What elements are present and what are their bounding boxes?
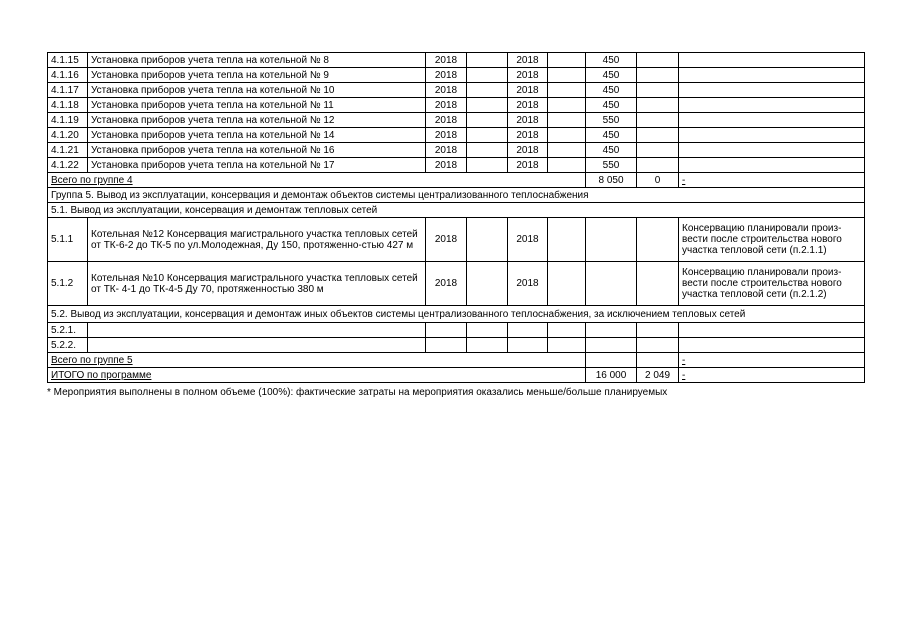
empty-cell <box>508 338 548 353</box>
row-number: 5.1.2 <box>48 262 88 306</box>
row-number: 5.1.1 <box>48 218 88 262</box>
row-year-end: 2018 <box>508 143 548 158</box>
row-note: Консервацию планировали произ-вести после строительства нового участка тепловой сети (п.2.1.2) <box>679 262 865 306</box>
empty-cell <box>467 218 508 262</box>
row-number: 4.1.18 <box>48 98 88 113</box>
table-row <box>48 128 865 143</box>
row-number: 4.1.16 <box>48 68 88 83</box>
empty-cell <box>508 323 548 338</box>
row-year-start: 2018 <box>426 113 467 128</box>
row-name: Установка приборов учета тепла на котельной № 8 <box>88 53 426 68</box>
program-total-planned: 16 000 <box>586 368 637 383</box>
row-year-start: 2018 <box>426 128 467 143</box>
row-name: Установка приборов учета тепла на котельной № 12 <box>88 113 426 128</box>
group5-total-mark: - <box>679 353 865 368</box>
program-table <box>47 52 865 383</box>
empty-cell <box>679 98 865 113</box>
row-cost: 550 <box>586 158 637 173</box>
empty-cell <box>548 338 586 353</box>
row-cost: 450 <box>586 83 637 98</box>
table-row <box>48 53 865 68</box>
row-year-start: 2018 <box>426 83 467 98</box>
table-row <box>48 98 865 113</box>
empty-cell <box>637 338 679 353</box>
empty-cell <box>426 323 467 338</box>
table-row <box>48 218 865 262</box>
empty-cell <box>679 158 865 173</box>
row-number: 4.1.15 <box>48 53 88 68</box>
empty-cell <box>679 68 865 83</box>
section-5-1-row <box>48 203 865 218</box>
empty-cell <box>637 323 679 338</box>
empty-cell <box>88 338 426 353</box>
empty-cell <box>548 262 586 306</box>
group4-total-mark: - <box>679 173 865 188</box>
table-row <box>48 338 865 353</box>
row-year-end: 2018 <box>508 218 548 262</box>
empty-cell <box>637 218 679 262</box>
empty-cell <box>467 128 508 143</box>
table-row <box>48 143 865 158</box>
empty-cell <box>548 53 586 68</box>
empty-cell <box>467 83 508 98</box>
section-5-1-title: 5.1. Вывод из эксплуатации, консервация и демонтаж тепловых сетей <box>48 203 865 218</box>
section-5-2-row <box>48 306 865 323</box>
group5-title: Группа 5. Вывод из эксплуатации, консервация и демонтаж объектов системы централизованного теплоснабжения <box>48 188 865 203</box>
row-number: 4.1.19 <box>48 113 88 128</box>
row-year-end: 2018 <box>508 53 548 68</box>
row-year-start: 2018 <box>426 68 467 83</box>
row-cost: 550 <box>586 113 637 128</box>
empty-cell <box>467 323 508 338</box>
row-note: Консервацию планировали произ-вести после строительства нового участка тепловой сети (п.2.1.1) <box>679 218 865 262</box>
row-year-start: 2018 <box>426 143 467 158</box>
row-name: Котельная №12 Консервация магистрального участка тепловых сетей от ТК-6-2 до ТК-5 по ул.Молодежная, Ду 150, протяженно-стью 427 м <box>88 218 426 262</box>
row-cost: 450 <box>586 53 637 68</box>
table-row <box>48 113 865 128</box>
program-total-mark: - <box>679 368 865 383</box>
empty-cell <box>467 158 508 173</box>
empty-cell <box>467 113 508 128</box>
row-number: 5.2.2. <box>48 338 88 353</box>
table-row <box>48 262 865 306</box>
empty-cell <box>548 158 586 173</box>
empty-cell <box>679 83 865 98</box>
row-year-start: 2018 <box>426 262 467 306</box>
group4-total-row <box>48 173 865 188</box>
group5-total-label: Всего по группе 5 <box>48 353 586 368</box>
row-year-end: 2018 <box>508 98 548 113</box>
program-total-label: ИТОГО по программе <box>48 368 586 383</box>
empty-cell <box>467 262 508 306</box>
empty-cell <box>637 353 679 368</box>
row-name: Установка приборов учета тепла на котельной № 14 <box>88 128 426 143</box>
empty-cell <box>426 338 467 353</box>
empty-cell <box>679 323 865 338</box>
row-year-start: 2018 <box>426 218 467 262</box>
empty-cell <box>637 83 679 98</box>
group5-title-row <box>48 188 865 203</box>
empty-cell <box>467 98 508 113</box>
empty-cell <box>637 158 679 173</box>
empty-cell <box>586 338 637 353</box>
row-year-end: 2018 <box>508 113 548 128</box>
empty-cell <box>679 143 865 158</box>
empty-cell <box>548 98 586 113</box>
table-row <box>48 83 865 98</box>
empty-cell <box>586 262 637 306</box>
empty-cell <box>467 338 508 353</box>
footnote: * Мероприятия выполнены в полном объеме (100%): фактические затраты на мероприятия оказались меньше/больше планируемых <box>47 387 668 398</box>
row-name: Установка приборов учета тепла на котельной № 17 <box>88 158 426 173</box>
row-year-start: 2018 <box>426 53 467 68</box>
group4-total-label: Всего по группе 4 <box>48 173 586 188</box>
row-cost: 450 <box>586 143 637 158</box>
table-row <box>48 68 865 83</box>
program-total-actual: 2 049 <box>637 368 679 383</box>
empty-cell <box>467 68 508 83</box>
row-name: Установка приборов учета тепла на котельной № 10 <box>88 83 426 98</box>
row-year-start: 2018 <box>426 158 467 173</box>
empty-cell <box>637 68 679 83</box>
empty-cell <box>467 53 508 68</box>
empty-cell <box>548 218 586 262</box>
row-name: Установка приборов учета тепла на котельной № 9 <box>88 68 426 83</box>
empty-cell <box>548 83 586 98</box>
empty-cell <box>679 128 865 143</box>
row-name: Котельная №10 Консервация магистрального участка тепловых сетей от ТК- 4-1 до ТК-4-5 Ду 70, протяженностью 380 м <box>88 262 426 306</box>
empty-cell <box>586 323 637 338</box>
empty-cell <box>637 262 679 306</box>
row-number: 5.2.1. <box>48 323 88 338</box>
row-number: 4.1.17 <box>48 83 88 98</box>
empty-cell <box>637 113 679 128</box>
empty-cell <box>679 113 865 128</box>
row-number: 4.1.20 <box>48 128 88 143</box>
row-number: 4.1.21 <box>48 143 88 158</box>
empty-cell <box>637 53 679 68</box>
row-name: Установка приборов учета тепла на котельной № 11 <box>88 98 426 113</box>
row-cost: 450 <box>586 98 637 113</box>
empty-cell <box>548 323 586 338</box>
group4-total-actual: 0 <box>637 173 679 188</box>
empty-cell <box>548 68 586 83</box>
program-total-row <box>48 368 865 383</box>
row-year-end: 2018 <box>508 158 548 173</box>
empty-cell <box>637 143 679 158</box>
empty-cell <box>548 113 586 128</box>
section-5-2-title: 5.2. Вывод из эксплуатации, консервация и демонтаж иных объектов системы централизованного теплоснабжения, за исключением тепловых сетей <box>48 306 865 323</box>
row-cost: 450 <box>586 68 637 83</box>
empty-cell <box>548 143 586 158</box>
empty-cell <box>88 323 426 338</box>
table-row <box>48 323 865 338</box>
group4-total-planned: 8 050 <box>586 173 637 188</box>
row-name: Установка приборов учета тепла на котельной № 16 <box>88 143 426 158</box>
empty-cell <box>637 98 679 113</box>
empty-cell <box>586 218 637 262</box>
table-row <box>48 158 865 173</box>
row-year-end: 2018 <box>508 83 548 98</box>
row-year-end: 2018 <box>508 262 548 306</box>
empty-cell <box>467 143 508 158</box>
empty-cell <box>586 353 637 368</box>
row-year-start: 2018 <box>426 98 467 113</box>
group5-total-row <box>48 353 865 368</box>
row-year-end: 2018 <box>508 68 548 83</box>
empty-cell <box>679 338 865 353</box>
row-cost: 450 <box>586 128 637 143</box>
empty-cell <box>637 128 679 143</box>
row-number: 4.1.22 <box>48 158 88 173</box>
empty-cell <box>679 53 865 68</box>
empty-cell <box>548 128 586 143</box>
row-year-end: 2018 <box>508 128 548 143</box>
